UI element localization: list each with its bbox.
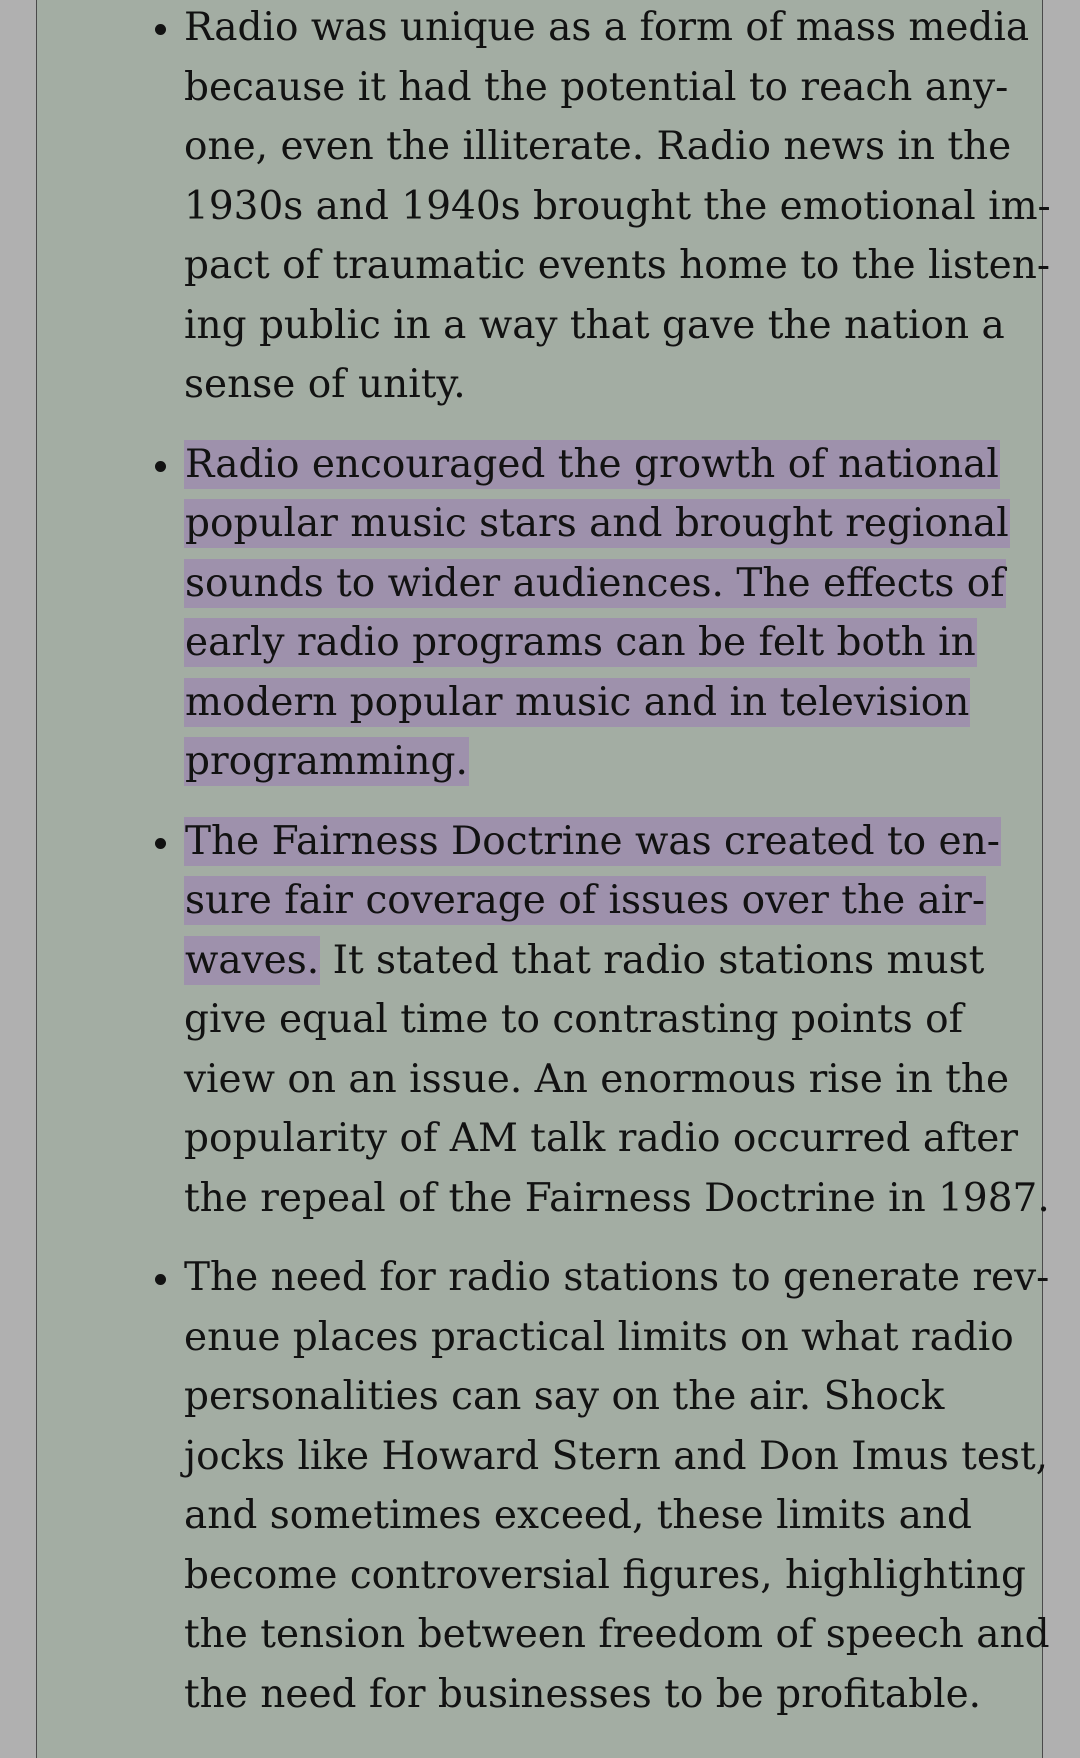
bullet-list	[184, 0, 1054, 1744]
bullet-icon	[155, 461, 166, 472]
bullet-icon	[155, 838, 166, 849]
list-item	[184, 812, 1054, 1229]
bullet-icon	[155, 1274, 166, 1285]
bullet-text[interactable]	[184, 812, 1054, 1229]
plain-text[interactable]: It stated that radio stations must give equal time to contrasting points of view on an issue. An enormous rise in the popularity of AM talk radio occurred after the repeal of the Fairness Doctrine in 1987.	[184, 937, 1050, 1221]
highlighted-text[interactable]: The Fairness Doctrine was created to ensure fair coverage of issues over the airwaves.	[185, 818, 1000, 983]
list-item	[184, 435, 1054, 792]
bullet-icon	[155, 24, 166, 35]
highlighted-text[interactable]: Radio encouraged the growth of national popular music stars and brought regional sounds to wider audiences. The effects of early radio programs can be felt both in modern popular music and in television programming.	[185, 441, 1009, 784]
list-item	[184, 1248, 1054, 1724]
bullet-text[interactable]	[184, 1248, 1054, 1724]
plain-text[interactable]: The need for radio stations to generate revenue places practical limits on what radio personalities can say on the air. Shock jocks like Howard Stern and Don Imus test, and sometimes exceed, these limits and become controversial figures, highlighting the tension between freedom of speech and the need for businesses to be profitable.	[184, 1255, 1050, 1717]
page	[36, 0, 1051, 1758]
plain-text[interactable]: Radio was unique as a form of mass media because it had the potential to reach anyone, even the illiterate. Radio news in the 1930s and 1940s brought the emotional impact of traumatic events home to the listening public in a way that gave the nation a sense of unity.	[184, 5, 1051, 407]
list-item	[184, 0, 1054, 415]
bullet-text[interactable]	[184, 435, 1054, 792]
bullet-text[interactable]	[184, 0, 1054, 415]
